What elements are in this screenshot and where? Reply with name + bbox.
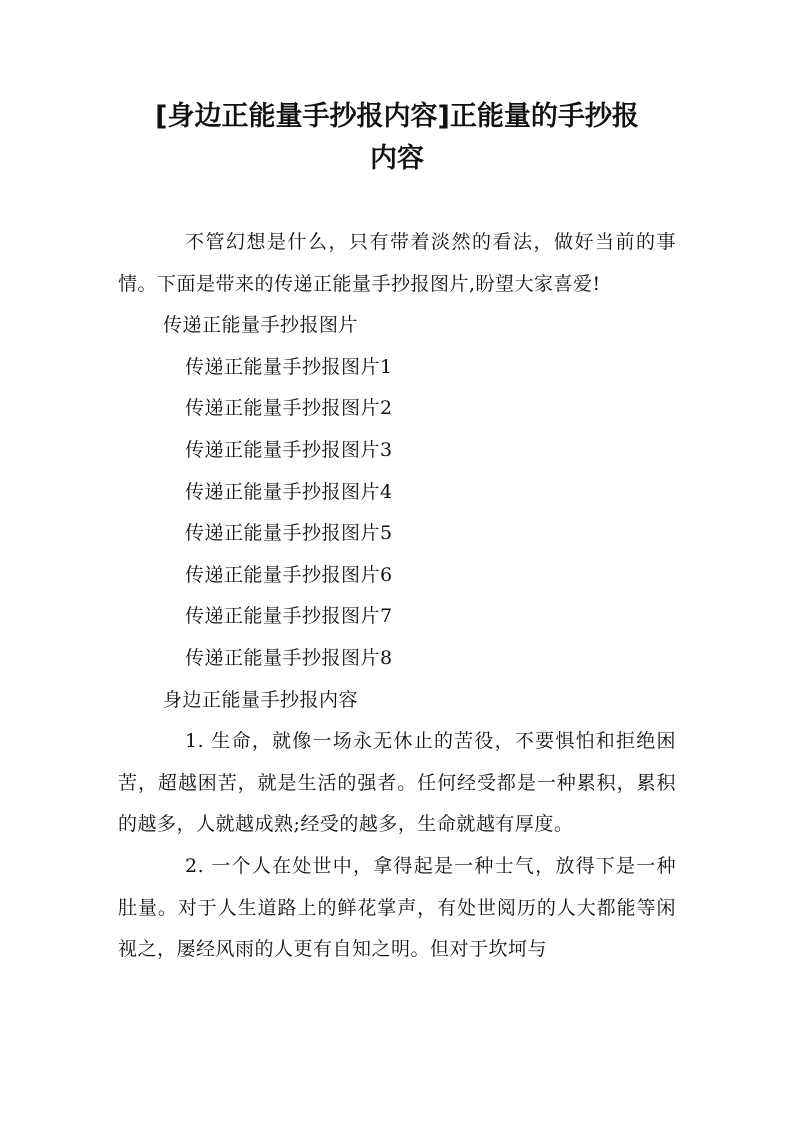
- intro-paragraph: 不管幻想是什么，只有带着淡然的看法，做好当前的事情。下面是带来的传递正能量手抄报图片,盼望大家喜爱!: [118, 231, 676, 295]
- content-paragraph-2: 2. 一个人在处世中，拿得起是一种士气，放得下是一种肚量。对于人生道路上的鲜花掌声，有处世阅历的人大都能等闲视之，屡经风雨的人更有自知之明。但对于坎坷与: [118, 854, 676, 961]
- list-item: 传递正能量手抄报图片7: [185, 605, 393, 628]
- title-line-1: [身边正能量手抄报内容]正能量的手抄报: [155, 101, 639, 132]
- image-list: [118, 347, 676, 680]
- content-paragraph-1: 1. 生命，就像一场永无休止的苦役，不要惧怕和拒绝困苦，超越困苦，就是生活的强者。任何经受都是一种累积，累积的越多，人就越成熟;经受的越多，生命就越有厚度。: [118, 730, 676, 836]
- section-heading-content: 身边正能量手抄报内容: [163, 688, 359, 711]
- list-item: 传递正能量手抄报图片4: [185, 480, 393, 503]
- page-title: [110, 96, 684, 180]
- list-item: 传递正能量手抄报图片6: [185, 563, 393, 586]
- list-item: 传递正能量手抄报图片3: [185, 438, 393, 461]
- list-item: 传递正能量手抄报图片2: [185, 397, 393, 420]
- list-item: 传递正能量手抄报图片8: [185, 646, 393, 669]
- list-item: 传递正能量手抄报图片1: [185, 355, 393, 378]
- section-heading-images: 传递正能量手抄报图片: [163, 314, 359, 337]
- list-item: 传递正能量手抄报图片5: [185, 522, 393, 545]
- document-body: [118, 222, 676, 971]
- title-line-2: 内容: [370, 143, 424, 174]
